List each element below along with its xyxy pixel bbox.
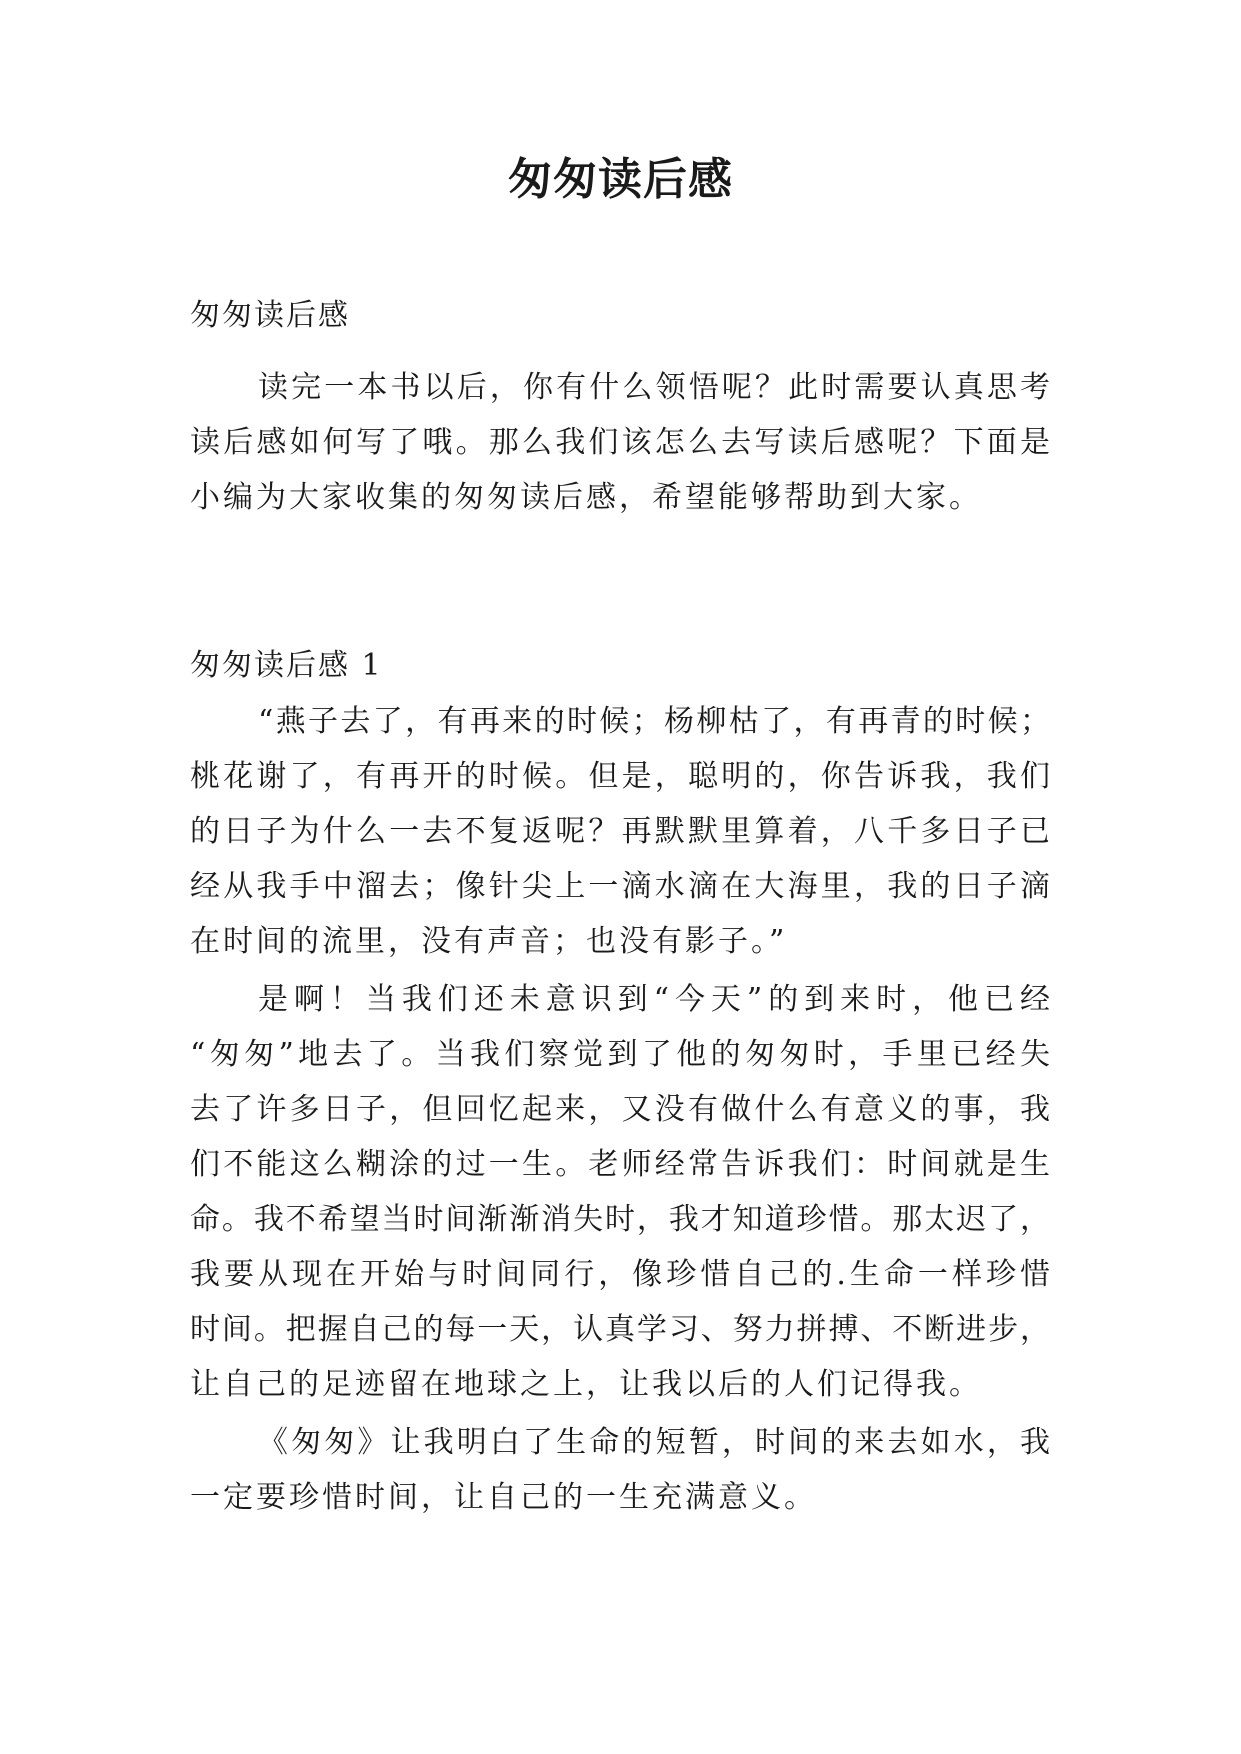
document-subtitle: 匆匆读后感 <box>190 298 350 333</box>
paragraph-line: 我要从现在开始与时间同行，像珍惜自己的.生命一样珍惜 <box>190 1257 1050 1292</box>
section-heading: 匆匆读后感 1 <box>190 648 383 683</box>
paragraph-line: 是啊！当我们还未意识到“今天”的到来时，他已经 <box>258 982 1050 1017</box>
paragraph-line: 的日子为什么一去不复返呢？再默默里算着，八千多日子已 <box>190 814 1050 849</box>
paragraph-line: “燕子去了，有再来的时候；杨柳枯了，有再青的时候； <box>258 704 1050 739</box>
intro-line: 读后感如何写了哦。那么我们该怎么去写读后感呢？下面是 <box>190 425 1050 460</box>
paragraph-line: 经从我手中溜去；像针尖上一滴水滴在大海里，我的日子滴 <box>190 869 1050 904</box>
paragraph-line: 时间。把握自己的每一天，认真学习、努力拼搏、不断进步， <box>190 1312 1050 1347</box>
document-title: 匆匆读后感 <box>508 154 733 205</box>
paragraph-line: 《匆匆》让我明白了生命的短暂，时间的来去如水，我 <box>258 1425 1050 1460</box>
paragraph-line: 一定要珍惜时间，让自己的一生充满意义。 <box>190 1480 817 1515</box>
paragraph-line: “匆匆”地去了。当我们察觉到了他的匆匆时，手里已经失 <box>190 1037 1050 1072</box>
intro-line: 小编为大家收集的匆匆读后感，希望能够帮助到大家。 <box>190 480 982 515</box>
paragraph-line: 们不能这么糊涂的过一生。老师经常告诉我们：时间就是生 <box>190 1147 1050 1182</box>
intro-line: 读完一本书以后，你有什么领悟呢？此时需要认真思考 <box>258 370 1050 405</box>
paragraph-line: 去了许多日子，但回忆起来，又没有做什么有意义的事，我 <box>190 1092 1050 1127</box>
paragraph-line: 桃花谢了，有再开的时候。但是，聪明的，你告诉我，我们 <box>190 759 1050 794</box>
paragraph-line: 让自己的足迹留在地球之上，让我以后的人们记得我。 <box>190 1367 982 1402</box>
paragraph-line: 命。我不希望当时间渐渐消失时，我才知道珍惜。那太迟了， <box>190 1202 1050 1237</box>
paragraph-line: 在时间的流里，没有声音；也没有影子。” <box>190 924 788 959</box>
